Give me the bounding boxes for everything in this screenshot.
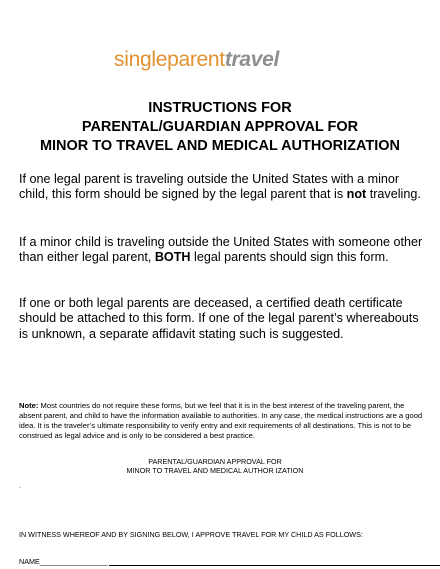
note-text: Most countries do not require these forms, but we feel that it is in the best interest of the traveling parent, the absent parent, and child to have the information available to authorities. In any case, the medical instructions are a good idea. It is the traveler’s ultimate responsibility to verify entry and exit requirements of all destinations. This is not to be construed as legal advice and is only to be considered a best practice. <box>19 401 423 440</box>
company-logo <box>114 46 279 74</box>
paragraph-3-text: If one or both legal parents are deceased, a certified death certificate should be attached to this form. If one of the legal parent’s whereabouts is unknown, a separate affidavit stating such is suggested. <box>19 296 419 341</box>
logo-text-single: single <box>114 48 168 71</box>
logo-text-parent: parent <box>167 48 225 71</box>
title-line-2: PARENTAL/GUARDIAN APPROVAL FOR <box>81 119 359 135</box>
document-title <box>20 99 420 156</box>
stray-dot: . <box>19 484 21 490</box>
name-label: NAME_________________ <box>19 557 108 566</box>
instruction-paragraph-1 <box>19 172 424 203</box>
name-signature-line[interactable] <box>109 557 440 566</box>
paragraph-2-bold: BOTH <box>154 250 191 265</box>
title-line-1: INSTRUCTIONS FOR <box>148 100 292 116</box>
note-label: Note: <box>19 401 39 410</box>
paragraph-2-end: legal parents should sign this form. <box>190 250 389 265</box>
instruction-paragraph-2 <box>19 235 424 266</box>
paragraph-2-text: If a minor child is traveling outside the United States with someone other than either legal parent, <box>19 235 423 265</box>
form-title-line-1: PARENTAL/GUARDIAN APPROVAL FOR <box>148 457 282 466</box>
logo-text-travel: travel <box>224 48 280 71</box>
name-field-row[interactable] <box>19 557 440 566</box>
form-title-line-2: MINOR TO TRAVEL AND MEDICAL AUTHOR IZATION <box>126 466 304 476</box>
title-line-3: MINOR TO TRAVEL AND MEDICAL AUTHORIZATION <box>39 138 401 154</box>
instruction-paragraph-3 <box>19 296 424 342</box>
paragraph-1-end: traveling. <box>366 187 421 202</box>
form-title <box>80 457 350 476</box>
note-block <box>19 401 424 441</box>
paragraph-1-text: If one legal parent is traveling outside the United States with a minor child, this form should be signed by the legal parent that is <box>19 172 400 202</box>
paragraph-1-bold: not <box>346 187 367 202</box>
witness-statement: IN WITNESS WHEREOF AND BY SIGNING BELOW, I APPROVE TRAVEL FOR MY CHILD AS FOLLOWS: <box>19 530 363 539</box>
